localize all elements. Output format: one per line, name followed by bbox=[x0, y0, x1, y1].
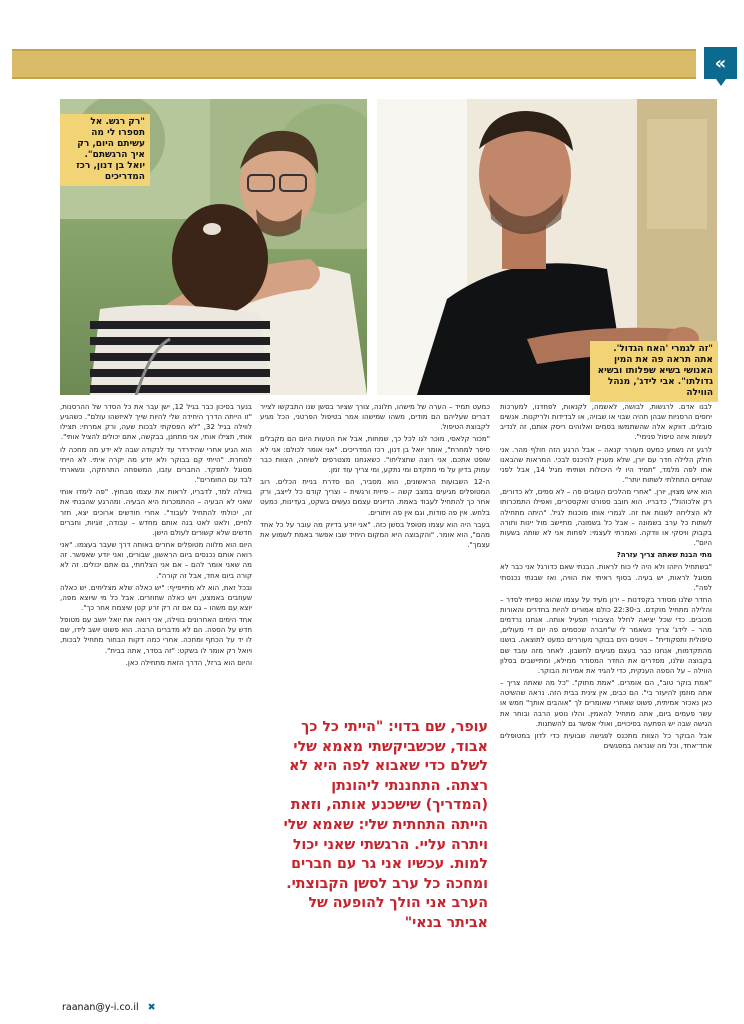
article-column-1 bbox=[500, 402, 712, 1002]
paragraph: "בשתחיל היזהו ולא היה לי כוח לראות. הבנתי שאם כדורגל אני כבר לא מסוגל לראות, יש בעיה. בסוף ראיתי את הוויה, ואז שבנתי נכנסתי לפה". bbox=[500, 562, 712, 592]
paragraph: והיום הוא ברזל, הדרך הזאת מתחילה כאן. bbox=[125, 657, 252, 667]
paragraph: החדר שלנו מסודר בקפדנות – ירון מעיד על עצמו שהוא כפייתי לסדר – והלילה מתחיל מוקדם. ב-22:30 כולם אמורים להיות בחדרים והאורות מכובים. כדי שכל יציאה לחלל הציבורי תפעיל אותה. אנחנו נרדמים מהר – לידג' צריך כשאמר לי ש"חברה שכסמים פה יום די מעולים, טיפולית ותפקודית" – ויטנים הים בבוקר מעוררים כמעט לתוצאה. בושנו מהתקדמות, אנחנו כבר בעצם מגיעים לחשבון. לאחר מזה עובד שם בקבוצה שלנו, מסדרים את החדר המסודר ממילא, ומתיישבים בסלון הווילה – על הספה הענקית, כדי להגיד את אמירות הבוקר. bbox=[500, 594, 712, 675]
paragraph: הוא איש מצוין, יורן. "אחרי מהלכים העובים פה – לא סמים, לא כדורים, רק אלכוהול", כדבריו. הוא חובב ספורט ואקסטרים, ואפילו התמכרותו לא הצליחה לשנות את זה. לגמרי אותו מוכנות לגיל. "היתה מתחילה לשתות כל ערב בשמונה – אבל כל בשמונה, מתיישב מול יינות ותורה בקבוק וויסקי או וודקה. ואמרתי לעצמי: לפחות אני לא שותה בשעות היום". bbox=[500, 487, 712, 548]
header-gold-bar bbox=[12, 49, 696, 79]
paragraph: כמעט תמיד – הערה של מישהו, תלונה, צורך שציור בסשן שנו התבקשו לצייר דברים שעליהם הם מודים, משהו שמישהו אמר בטיפול הפרטני, הכל מגיע לקבוצת הטיפול. bbox=[260, 402, 490, 432]
paragraph: לבנו אדם. לרגשות, לבושה, לאשמה, לקנאות, לפחדנו, למערכות יחסים הרסניות שבהן תהיה שבוי או שבויה, או לבדידות ולריקנות. אנשים סובלים. דווקא אלה שהשתמשו בסמים ואלוהים ריסק אותם, זה לנדיב לעשות איזה טיפול פנימי". bbox=[500, 402, 712, 442]
double-chevron-left-icon[interactable]: « bbox=[704, 47, 737, 79]
paragraph: בנער בסיכון כבר בגיל 12, ישן עבר את כל הסדר של ההרסנות, "זו הייתה הדרך היחידה שלי להיות שייך לאיזשהו עולם". כשהגיע לווילה בגיל 32, "לא הפסקתי לבכות שעה, ורק אמרתי: תצילו אותי, תצילו אותי, אני מתחנן, בבקשה, אתם יכולים להציל אותי". bbox=[60, 402, 252, 442]
paragraph: "אמת בוקר טוב", הם אומרים. "אמת מתוק". "כל מה שאתה צריך – אתה מוזמן להיעזר בי". הם כבים, אין צינית בבית הזה. נראה שהשיטה כאן נאכזר אמיתית, פשוט שאחרי שאומרים לך "אוהבים אותך" חמש או עשר פעמים ביום, אתה מתחיל להאמין. והלו נוסע הרבה ובוחר את הגישה שבה יש הפתעה בסיכויים, ואולי אפשר גם להשתנות. bbox=[500, 678, 712, 728]
paragraph: "מכור קלאסי, מוכר לגו לכל כך, שמחות, אבל את הטעות היום הם מקבלים סיפר למחרת", אומר יואל בן דנון, רכז המדריכים. "אני אומר לכולם: אני לא שופט אתכם. אני רוצה שתצליחו". כשאנחנו מצטרפים לשיחה, הצוות כבר עמוק בדיון על מי מתקדם ומי נתקע, ומי צריך עוד זמן. bbox=[260, 434, 490, 474]
subheading: מתי הבנת שאתה צריך עזרה? bbox=[616, 550, 712, 560]
pull-quote: עופר, שם בדוי: "הייתי כל כך אבוד, שכשביקשתי מאמא שלי לשלם כדי שאבוא לפה היא לא רצתה. התחננתי ליהונתן (המדריך) שישכנע אותה, וזאת הייתה התחתית שלי: שאמא שלי ויתרה עליי. הרגשתי שאני יכול למות. עכשיו אני גר עם חברים ומחכה כל ערב לסשן הקבוצתי. הערב אני הולך להופעה של אביתר בנאי" bbox=[283, 719, 488, 931]
article-column-3 bbox=[60, 402, 252, 992]
paragraph: לרגע זה נשמע כמעט מעורר קנאה – אבל הרגע הזה חולף מהר. אני חולק הלילה חדר עם יורן, שלא מעניין להיכנס לבכי. המראות שהבאנו אתו לפה מלמד, "תמיד היו לי היכולות ושתיתי מגיל 14, אבל לפני שנתיים התחלתי לשתות יותר". bbox=[500, 444, 712, 485]
paragraph: אבל הבוקר כל הצוות מתכנס לפגישה שבועית כדי לדון במטופלים אחד־אחד, וכל מה שנראה במפגשים bbox=[500, 730, 712, 750]
header-gap bbox=[696, 49, 704, 79]
photo-left-caption: "רק רגש. אל תספרו לי מה עשיתם היום, רק איך הרגשתם". יואל בן דנון, רכז המדריכים bbox=[60, 114, 150, 186]
photo-right-caption: "זה לגמרי 'האח הגדול'. אתה תראה פה את המין האנושי בשיא שפלותו ובשיא גדולתו". אבי לידג', מנהל הווילה bbox=[590, 341, 718, 402]
paragraph: ובכל זאת, הוא לא מתייפייף: "יש כאלה שלא מצליחים. יש כאלה שעוזבים באמצע, ויש כאלה שחוזרים. אבל כל מי שיוצא מפה, יוצא עם משהו – גם אם זה רק זרע קטן שיצמח אחר כך". bbox=[60, 582, 252, 612]
paragraph: היום הוא מלווה מטופלים אחרים באותה דרך שעבר בעצמו. "אני רואה אותם נכנסים ביום הראשון, שבורים, ואני יודע שאפשר. זה מה שאני אומר להם – אם אני הצלחתי, גם אתם יכולים. זה לא קורה ביום אחד, אבל זה קורה". bbox=[60, 540, 252, 580]
paragraph: בעבר היה הוא עצמו מטופל בסשן כזה. "אני יודע בדיוק מה עובר על כל אחד מהם", הוא אומר. "והקבוצה היא המקום היחיד שבו אפשר באמת לשמוע את עצמך". bbox=[260, 519, 490, 550]
author-email-text[interactable]: raanan@y-i.co.il bbox=[62, 1002, 139, 1013]
article-column-2 bbox=[260, 402, 490, 762]
end-mark-icon: ✖ bbox=[147, 1002, 156, 1013]
author-email[interactable] bbox=[62, 1002, 156, 1013]
paragraph: אחד הימים האחרונים בווילה, אני רואה את יואל יושב עם מטופל חדש על הספה. הם לא מדברים הרבה. הוא פשוט יושב לידו, שם לו יד על הכתף ומחכה. אחרי כמה דקות הבחור מתחיל לבכות, ויואל רק אומר לו בשקט: "זה בסדר, אתה בבית". bbox=[60, 615, 252, 655]
paragraph: ה-12 השבועות הראשונים, הוא מסביר, הם סדרת בניית הכלים. רוב המטופלים מגיעים במצב קשה – פיזית ורגשית – וצריך קודם כל לייצב, ורק אחר כך להתחיל לעבוד באמת. הדיונים עצמם נעשים בשקט, בעדינות, כמעט בלחש. אין פה סודות, וגם אין פה ויתורים. bbox=[260, 477, 490, 517]
paragraph: הוא הגיע אחרי שהידרדר עד לנקודה שבה לא ידע מה מחכה לו למחרת. "הייתי קם בבוקר ולא יודע מה יקרה איתי. לא הייתי מסוגל לתפקד. החברים עזבו, המשפחה התרחקה, ונשארתי לבד עם החומרים". bbox=[60, 444, 252, 485]
paragraph: בווילה למד, לדבריו, לראות את עצמו מבחוץ. "פה לימדו אותי שאני לא הבעיה – ההתמכרות היא הבעיה. ומהרגע שהבנתי את זה, יכולתי להתחיל לעבוד". אחרי חודשים ארוכים יצא, חזר לחיים, ולאט לאט בנה אותם מחדש – עבודה, זוגיות, וחברים חדשים שלא קשורים לעולם הישן. bbox=[60, 487, 252, 537]
